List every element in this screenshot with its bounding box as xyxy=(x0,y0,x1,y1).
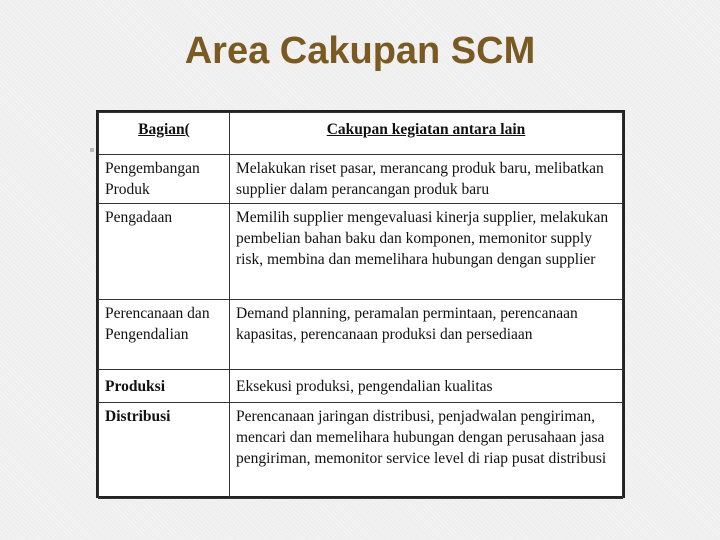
table-row xyxy=(99,370,623,403)
cell-bagian: Distribusi xyxy=(99,403,230,499)
header-bagian: Bagian( xyxy=(99,113,230,155)
cell-bagian: Produksi xyxy=(99,370,230,403)
cell-bagian: Pengembangan Produk xyxy=(99,155,230,204)
cell-cakupan: Demand planning, peramalan permintaan, perencanaan kapasitas, perencanaan produksi dan persediaan xyxy=(230,300,623,370)
scm-table xyxy=(98,112,623,499)
slide-title: Area Cakupan SCM xyxy=(184,30,536,72)
cell-cakupan: Eksekusi produksi, pengendalian kualitas xyxy=(230,370,623,403)
table-row xyxy=(99,155,623,204)
table-row xyxy=(99,300,623,370)
cell-cakupan: Memilih supplier mengevaluasi kinerja supplier, melakukan pembelian bahan baku dan komponen, memonitor supply risk, membina dan memelihara hubungan dengan supplier xyxy=(230,204,623,300)
table-header-row xyxy=(99,113,623,155)
cell-bagian: Perencanaan dan Pengendalian xyxy=(99,300,230,370)
cell-cakupan: Melakukan riset pasar, merancang produk baru, melibatkan supplier dalam perancangan produk baru xyxy=(230,155,623,204)
header-cakupan: Cakupan kegiatan antara lain xyxy=(230,113,623,155)
table-row xyxy=(99,204,623,300)
cell-bagian: Pengadaan xyxy=(99,204,230,300)
decorative-mark xyxy=(90,148,94,152)
scm-table-container xyxy=(96,110,625,498)
table-row xyxy=(99,403,623,499)
cell-cakupan: Perencanaan jaringan distribusi, penjadwalan pengiriman, mencari dan memelihara hubungan dengan perusahaan jasa pengiriman, memonitor service level di riap pusat distribusi xyxy=(230,403,623,499)
